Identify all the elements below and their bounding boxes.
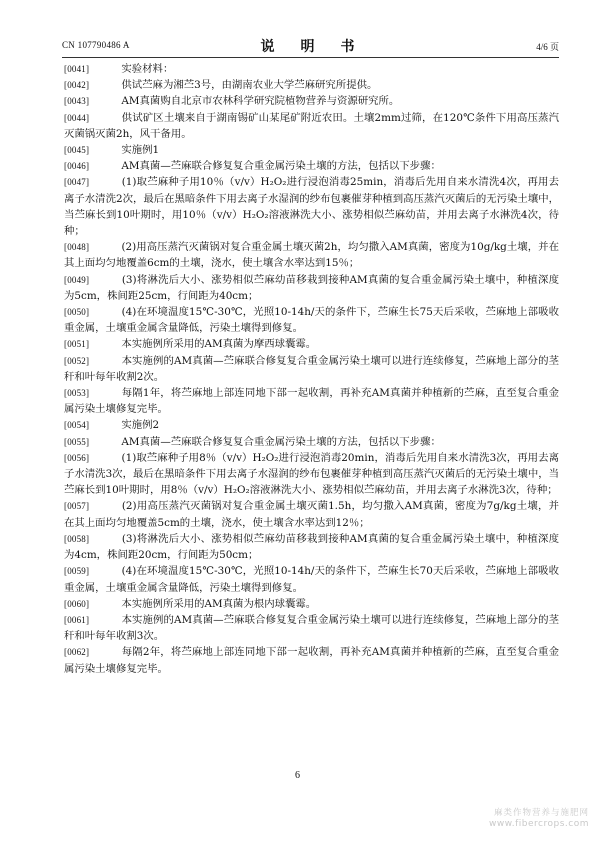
- paragraph: [64, 385, 559, 417]
- watermark: [489, 808, 589, 830]
- paragraph-text: 本实施例的AM真菌—苎麻联合修复复合重金属污染土壤可以进行连续修复，苎麻地上部分的茎秆和叶每年收割2次。: [64, 354, 559, 383]
- paragraph-text: 实施例2: [111, 419, 160, 432]
- paragraph-number: [0051]: [64, 339, 90, 350]
- paragraph-number: [0060]: [64, 598, 90, 609]
- watermark-url: www.fibercrops.com: [489, 819, 589, 829]
- page-header: [62, 38, 559, 54]
- paragraph-text: (3)将淋洗后大小、涨势相似苎麻幼苗移栽到接种AM真菌的复合重金属污染土壤中，种植深度为4cm，株间距20cm，行间距为50cm；: [64, 532, 559, 562]
- paragraph: [64, 644, 559, 676]
- paragraph: [64, 434, 559, 450]
- paragraph: [64, 353, 559, 385]
- paragraph-number: [0041]: [64, 64, 90, 74]
- document-body: [64, 61, 559, 677]
- paragraph-text: AM真菌购自北京市农林科学研究院植物营养与资源研究所。: [111, 95, 400, 108]
- paragraph-number: [0043]: [64, 96, 90, 107]
- paragraph-text: 本实施例所采用的AM真菌为摩西球囊霉。: [111, 338, 317, 351]
- paragraph: [64, 272, 559, 304]
- paragraph-number: [0059]: [64, 566, 90, 577]
- paragraph-number: [0061]: [64, 614, 90, 625]
- paragraph-text: (4)在环境温度15℃-30℃，光照10-14h/天的条件下，苎麻生长70天后采收，苎麻地上部吸收重金属，土壤重金属含量降低，污染土壤得到修复。: [64, 565, 559, 594]
- paragraph-number: [0045]: [64, 145, 90, 156]
- paragraph: [64, 612, 559, 644]
- paragraph-text: AM真菌—苎麻联合修复复合重金属污染土壤的方法，包括以下步骤：: [111, 160, 441, 173]
- paragraph: [64, 239, 559, 271]
- paragraph: [64, 498, 559, 530]
- paragraph: [64, 596, 559, 612]
- watermark-site-name: 麻类作物营养与施肥网: [493, 808, 589, 818]
- paragraph: [64, 450, 559, 499]
- paragraph: [64, 304, 559, 336]
- paragraph-text: 供试苎麻为湘苎3号，由湖南农业大学苎麻研究所提供。: [111, 79, 378, 92]
- page-count: 4/6 页: [536, 42, 559, 52]
- paragraph-number: [0057]: [64, 501, 90, 512]
- paragraph-number: [0046]: [64, 161, 90, 172]
- paragraph-number: [0044]: [64, 112, 90, 123]
- paragraph: [64, 110, 559, 142]
- paragraph-text: 实施例1: [111, 144, 160, 157]
- paragraph: [64, 77, 559, 93]
- paragraph: [64, 142, 559, 158]
- paragraph-number: [0062]: [64, 647, 90, 658]
- header-divider: [62, 57, 559, 58]
- paragraph: [64, 563, 559, 595]
- paragraph: [64, 174, 559, 239]
- paragraph-text: 本实施例所采用的AM真菌为根内球囊霉。: [111, 597, 317, 610]
- paragraph-number: [0050]: [64, 307, 90, 318]
- paragraph: [64, 158, 559, 174]
- paragraph-text: 每隔2年，将苎麻地上部连同地下部一起收割，再补充AM真菌并种植新的苎麻，直至复合重金属污染土壤修复完毕。: [64, 646, 559, 675]
- paragraph-text: 实验材料：: [111, 63, 174, 75]
- patent-number: CN 107790486 A: [62, 40, 130, 50]
- paragraph-text: (3)将淋洗后大小、涨势相似苎麻幼苗移栽到接种AM真菌的复合重金属污染土壤中，种植深度为5cm，株间距25cm，行间距为40cm；: [64, 273, 559, 302]
- document-title: 说 明 书: [260, 39, 361, 55]
- paragraph-text: 供试矿区土壤来自于湖南锡矿山某尾矿附近农田。土壤2mm过筛，在120℃条件下用高压蒸汽灭菌锅灭菌2h，风干备用。: [64, 111, 559, 140]
- paragraph-number: [0054]: [64, 420, 90, 431]
- paragraph-text: AM真菌—苎麻联合修复复合重金属污染土壤的方法，包括以下步骤：: [111, 435, 441, 448]
- paragraph-text: (4)在环境温度15℃-30℃，光照10-14h/天的条件下，苎麻生长75天后采收，苎麻地上部吸收重金属，土壤重金属含量降低，污染土壤得到修复。: [64, 306, 559, 335]
- paragraph-number: [0058]: [64, 533, 90, 544]
- paragraph: [64, 61, 559, 77]
- paragraph-text: (1)取苎麻种子用10％（v/v）H₂O₂进行浸泡消毒25min，消毒后先用自来水清洗4次，再用去离子水清洗2次，最后在黑暗条件下用去离子水湿润的纱布包裹催芽种植到高压蒸汽灭菌后的无污染土壤中，当苎麻长到10叶期时，用10％（v/v）H₂O₂溶液淋洗大小、涨势相似苎麻幼苗，并用去离子水淋洗4次，待种；: [64, 176, 559, 238]
- paragraph: [64, 531, 559, 563]
- paragraph: [64, 336, 559, 352]
- paragraph-number: [0052]: [64, 355, 90, 366]
- paragraph-text: (2)用高压蒸汽灭菌锅对复合重金属土壤灭菌2h，均匀撒入AM真菌，密度为10g/kg土壤，并在其上面均匀地覆盖6cm的土壤，浇水，使土壤含水率达到15％；: [64, 241, 559, 270]
- paragraph-number: [0047]: [64, 177, 90, 188]
- paragraph-number: [0055]: [64, 436, 90, 447]
- paragraph-number: [0048]: [64, 242, 90, 253]
- page-number: 6: [295, 770, 300, 781]
- paragraph-text: 每隔1年，将苎麻地上部连同地下部一起收割，再补充AM真菌并种植新的苎麻，直至复合重金属污染土壤修复完毕。: [64, 387, 559, 416]
- paragraph-number: [0042]: [64, 80, 90, 91]
- paragraph: [64, 93, 559, 109]
- paragraph-number: [0049]: [64, 274, 90, 285]
- paragraph-number: [0053]: [64, 388, 90, 399]
- paragraph-text: 本实施例的AM真菌—苎麻联合修复复合重金属污染土壤可以进行连续修复，苎麻地上部分的茎秆和叶每年收割3次。: [64, 613, 559, 643]
- paragraph: [64, 417, 559, 433]
- paragraph-text: (2)用高压蒸汽灭菌锅对复合重金属土壤灭菌1.5h，均匀撒入AM真菌，密度为7g/kg土壤，并在其上面均匀地覆盖5cm的土壤，浇水，使土壤含水率达到12％；: [64, 500, 559, 529]
- paragraph-number: [0056]: [64, 452, 90, 463]
- paragraph-text: (1)取苎麻种子用8％（v/v）H₂O₂进行浸泡消毒20min，消毒后先用自来水清洗3次，再用去离子水清洗3次，最后在黑暗条件下用去离子水湿润的纱布包裹催芽种植到高压蒸汽灭菌后的无污染土壤中，当苎麻长到10叶期时，用8％（v/v）H₂O₂溶液淋洗大小、涨势相似苎麻幼苗，并用去离子水淋洗3次，待种；: [64, 451, 559, 497]
